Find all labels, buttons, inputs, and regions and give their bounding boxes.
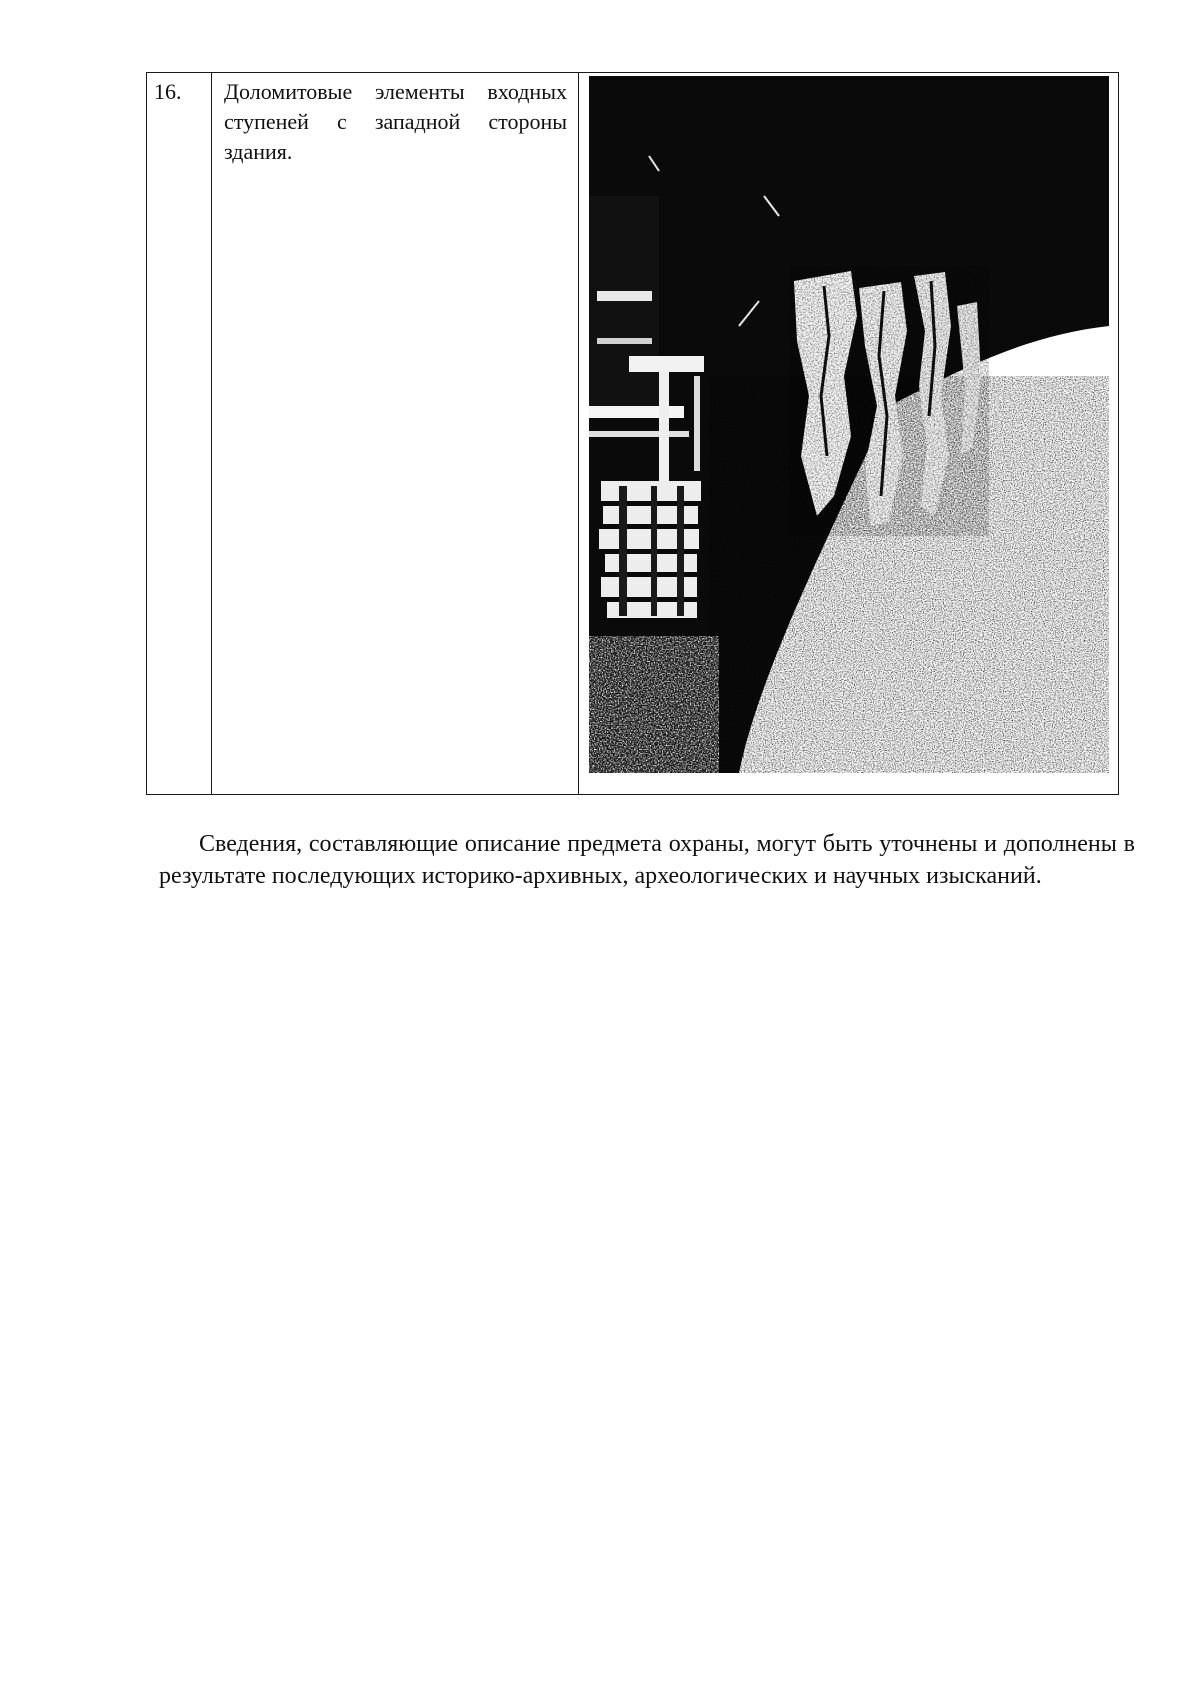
item-number-cell: [147, 73, 212, 795]
protection-items-table: [146, 72, 1119, 795]
item-description: Доломитовые элементы входных ступеней с западной стороны здания.: [224, 79, 567, 164]
protection-note-paragraph: Сведения, составляющие описание предмета охраны, могут быть уточнены и дополнены в результате последующих историко-архивных, археологических и научных изысканий.: [159, 831, 1135, 889]
item-photo-cell: [579, 73, 1119, 795]
dolomite-steps-photo: [589, 76, 1109, 773]
item-number: 16.: [154, 79, 182, 104]
table-row: [147, 73, 1119, 795]
photo-frame: [579, 73, 1118, 773]
item-description-cell: [212, 73, 579, 795]
